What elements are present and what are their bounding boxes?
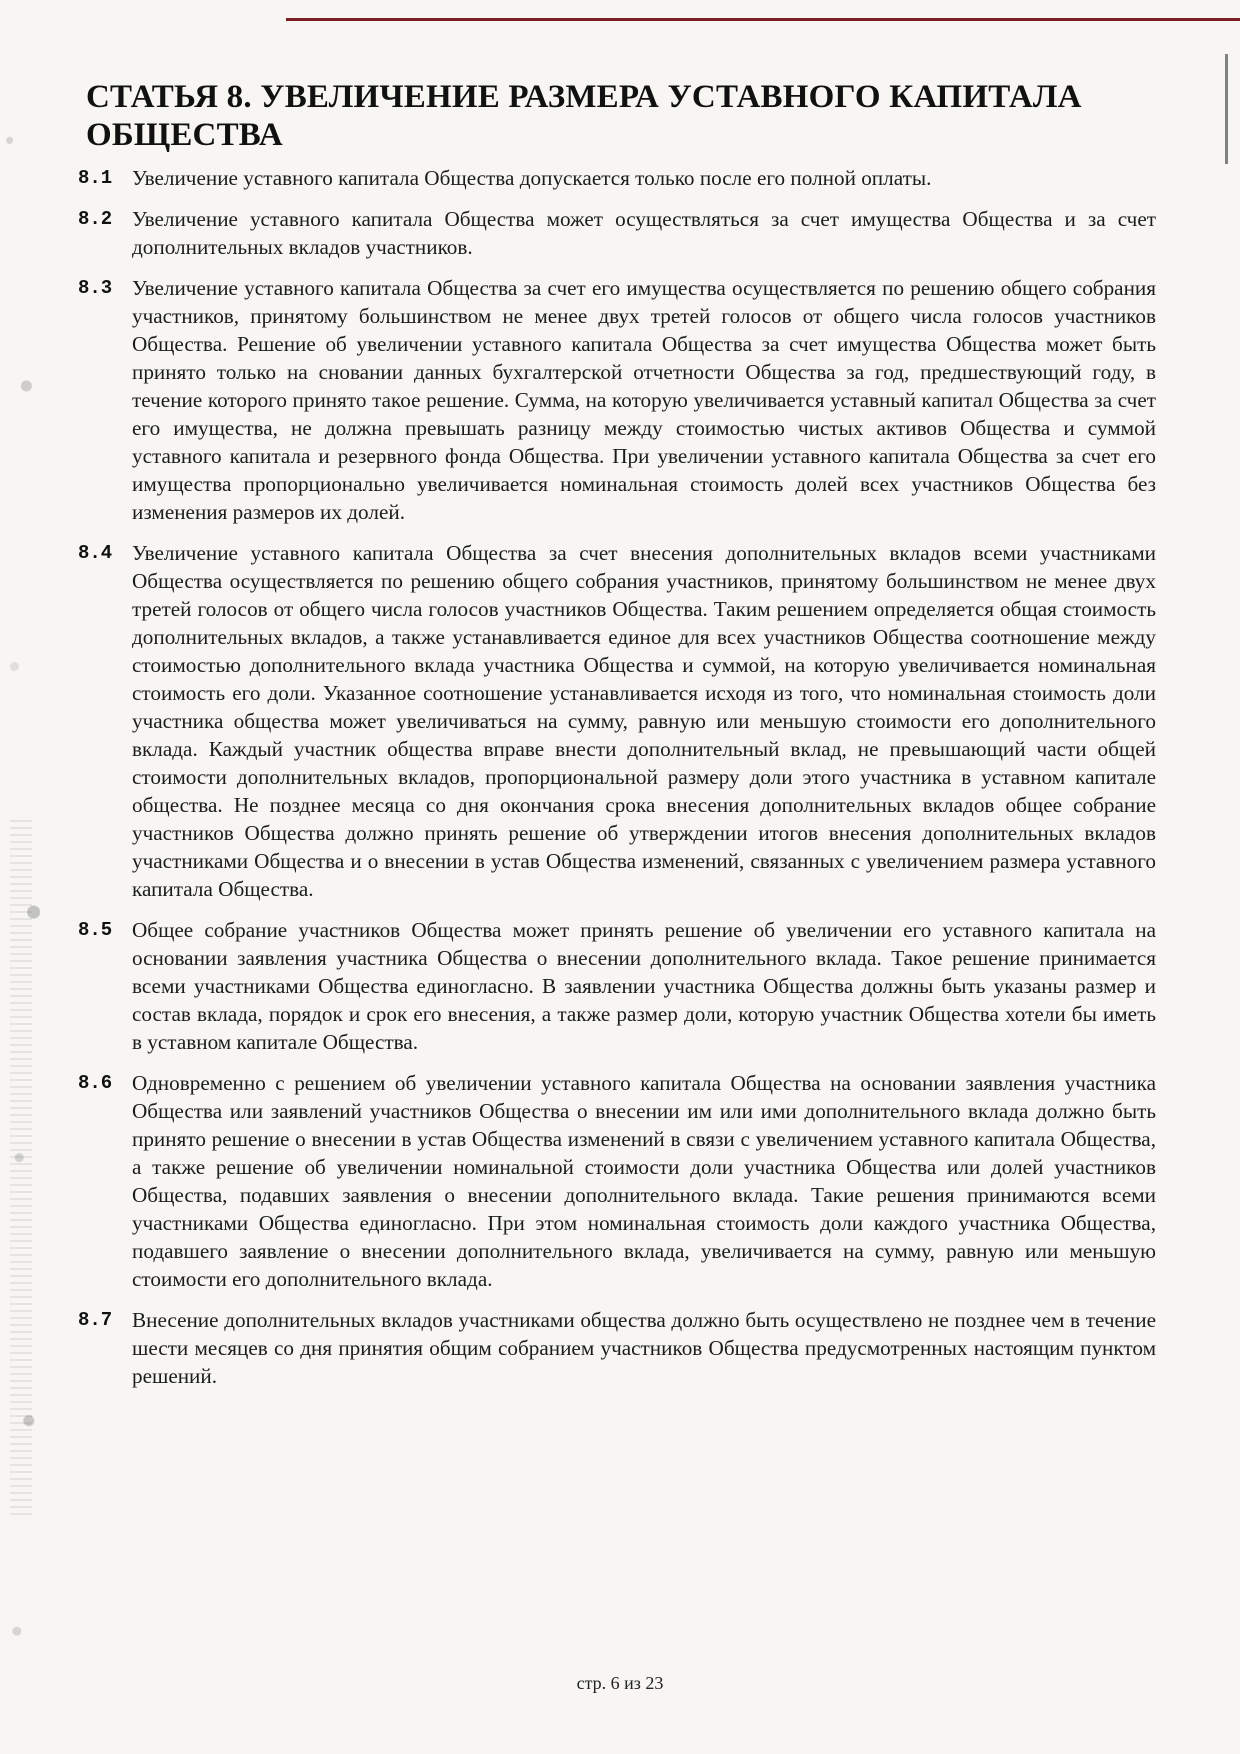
clause-8-6 [78, 1069, 1156, 1293]
clause-8-5 [78, 916, 1156, 1056]
clause-number: 8.5 [78, 919, 113, 941]
clause-text: Увеличение уставного капитала Общества допускается только после его полной оплаты. [132, 166, 932, 190]
scan-right-mark [1225, 54, 1228, 164]
article-title: СТАТЬЯ 8. УВЕЛИЧЕНИЕ РАЗМЕРА УСТАВНОГО КАПИТАЛА ОБЩЕСТВА [86, 79, 1082, 153]
scan-top-rule [286, 18, 1240, 21]
clause-text: Общее собрание участников Общества может принять решение об увеличении его уставного капитала на основании заявления участника Общества о внесении дополнительного вклада. Такое решение принимается всеми участниками Общества единогласно. В заявлении участника Общества должны быть указаны размер и состав вклада, порядок и срок его внесения, а также размер доли, которую участник Общества хотели бы иметь в уставном капитале Общества. [132, 918, 1156, 1054]
clause-number: 8.4 [78, 542, 113, 564]
clause-8-1 [78, 164, 1156, 192]
scan-left-speckle [0, 0, 48, 1754]
clause-8-2 [78, 205, 1156, 261]
clause-text: Увеличение уставного капитала Общества может осуществляться за счет имущества Общества и за счет дополнительных вкладов участников. [132, 207, 1156, 259]
clause-8-7 [78, 1306, 1156, 1390]
clause-number: 8.1 [78, 167, 113, 189]
clause-8-3 [78, 274, 1156, 526]
document-body [78, 78, 1156, 1403]
page-footer: стр. 6 из 23 [576, 1673, 664, 1693]
clause-text: Увеличение уставного капитала Общества за счет его имущества осуществляется по решению общего собрания участников, принятому большинством не менее двух третей голосов от общего числа голосов участников Общества. Решение об увеличении уставного капитала Общества за счет имущества Общества может быть принято только на сновании данных бухгалтерской отчетности Общества за год, предшествующий году, в течение которого принято такое решение. Сумма, на которую увеличивается уставный капитал Общества за счет его имущества, не должна превышать разницу между стоимостью чистых активов Общества и суммой уставного капитала и резервного фонда Общества. При увеличении уставного капитала Общества за счет его имущества пропорционально увеличивается номинальная стоимость долей всех участников Общества без изменения размеров их долей. [132, 276, 1156, 524]
clause-number: 8.6 [78, 1072, 113, 1094]
clause-text: Внесение дополнительных вкладов участниками общества должно быть осуществлено не позднее чем в течение шести месяцев со дня принятия общим собранием участников Общества предусмотренных настоящим пунктом решений. [132, 1308, 1156, 1388]
clause-number: 8.3 [78, 277, 113, 299]
clause-text: Одновременно с решением об увеличении уставного капитала Общества на основании заявления участника Общества или заявлений участников Общества о внесении им или ими дополнительного вклада должно быть принято решение о внесении в устав Общества изменений в связи с увеличением уставного капитала Общества, а также решение об увеличении номинальной стоимости доли участника Общества или долей участников Общества, подавших заявления о внесении дополнительного вклада. Такие решения принимаются всеми участниками Общества единогласно. При этом номинальная стоимость доли каждого участника Общества, подавшего заявление о внесении дополнительного вклада, увеличивается на сумму, равную или меньшую стоимости его дополнительного вклада. [132, 1071, 1156, 1291]
clause-number: 8.2 [78, 208, 113, 230]
clause-8-4 [78, 539, 1156, 903]
clause-text: Увеличение уставного капитала Общества за счет внесения дополнительных вкладов всеми участниками Общества осуществляется по решению общего собрания участников, принятому большинством не менее двух третей голосов от общего числа голосов участников Общества. Таким решением определяется общая стоимость дополнительных вкладов, а также устанавливается единое для всех участников Общества соотношение между стоимостью дополнительного вклада участника Общества и суммой, на которую увеличивается номинальная стоимость его доли. Указанное соотношение устанавливается исходя из того, что номинальная стоимость доли участника общества может увеличиваться на сумму, равную или меньшую стоимости его дополнительного вклада. Каждый участник общества вправе внести дополнительный вклад, не превышающий части общей стоимости дополнительных вкладов, пропорциональной размеру доли этого участника в уставном капитале общества. Не позднее месяца со дня окончания срока внесения дополнительных вкладов общее собрание участников Общества должно принять решение об утверждении итогов внесения дополнительных вкладов участниками Общества и о внесении в устав Общества изменений, связанных с увеличением размера уставного капитала Общества. [132, 541, 1156, 901]
clause-number: 8.7 [78, 1309, 113, 1331]
